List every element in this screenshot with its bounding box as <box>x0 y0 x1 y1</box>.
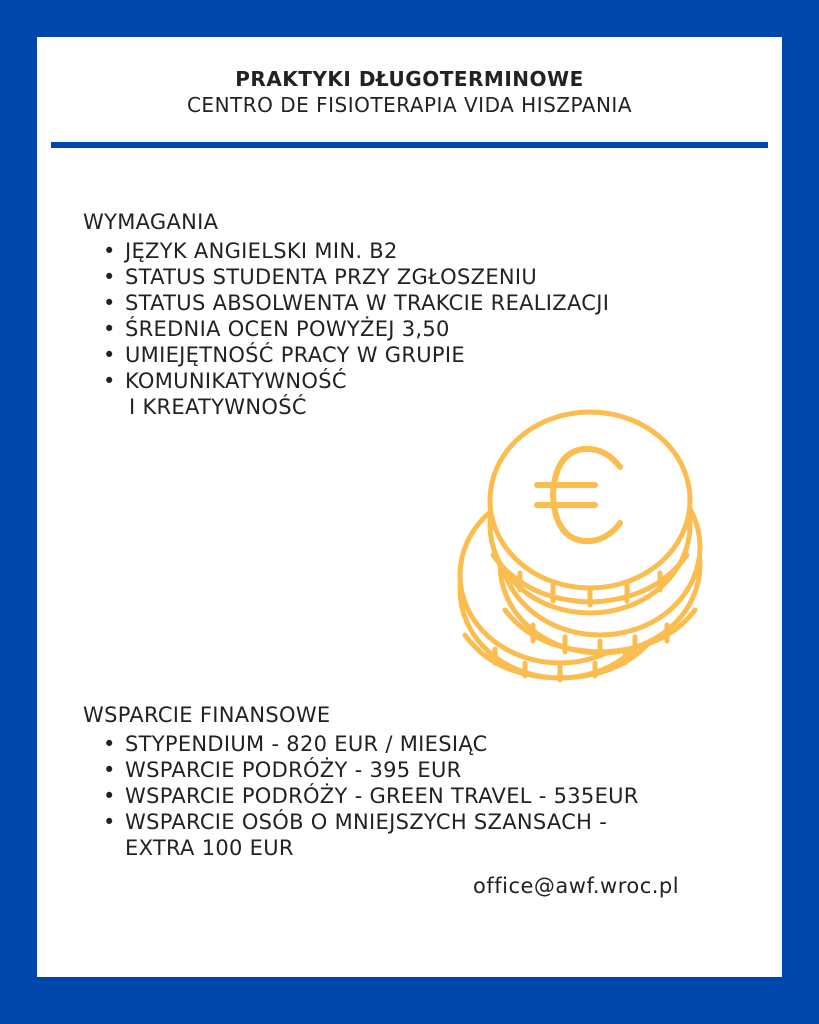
contact-email[interactable]: office@awf.wroc.pl <box>473 874 680 898</box>
list-item-line: I KREATYWNOŚĆ <box>129 395 307 419</box>
list-item: • WSPARCIE PODRÓŻY - 395 EUR <box>97 757 757 783</box>
financial-support-heading: WSPARCIE FINANSOWE <box>83 703 331 727</box>
list-item: • STATUS STUDENTA PRZY ZGŁOSZENIU <box>97 264 737 290</box>
list-item-line: EXTRA 100 EUR <box>125 836 294 860</box>
list-item-line: WSPARCIE OSÓB O MNIEJSZYCH SZANSACH - <box>125 810 608 834</box>
header-divider <box>51 142 768 148</box>
list-item: • ŚREDNIA OCEN POWYŻEJ 3,50 <box>97 316 737 342</box>
list-item: • UMIEJĘTNOŚĆ PRACY W GRUPIE <box>97 342 737 368</box>
euro-coins-stack-icon <box>455 405 715 690</box>
poster-card <box>37 37 782 977</box>
list-item: • STYPENDIUM - 820 EUR / MIESIĄC <box>97 731 757 757</box>
list-item: • JĘZYK ANGIELSKI MIN. B2 <box>97 238 737 264</box>
list-item: • STATUS ABSOLWENTA W TRAKCIE REALIZACJI <box>97 290 737 316</box>
list-item: • WSPARCIE PODRÓŻY - GREEN TRAVEL - 535EUR <box>97 783 757 809</box>
financial-support-list <box>97 731 757 861</box>
requirements-heading: WYMAGANIA <box>83 210 219 234</box>
requirements-list <box>97 238 737 420</box>
page-title: PRAKTYKI DŁUGOTERMINOWE <box>235 67 584 91</box>
page-subtitle: CENTRO DE FISIOTERAPIA VIDA HISZPANIA <box>186 93 633 117</box>
list-item <box>97 809 757 861</box>
list-item-line: KOMUNIKATYWNOŚĆ <box>125 369 347 393</box>
